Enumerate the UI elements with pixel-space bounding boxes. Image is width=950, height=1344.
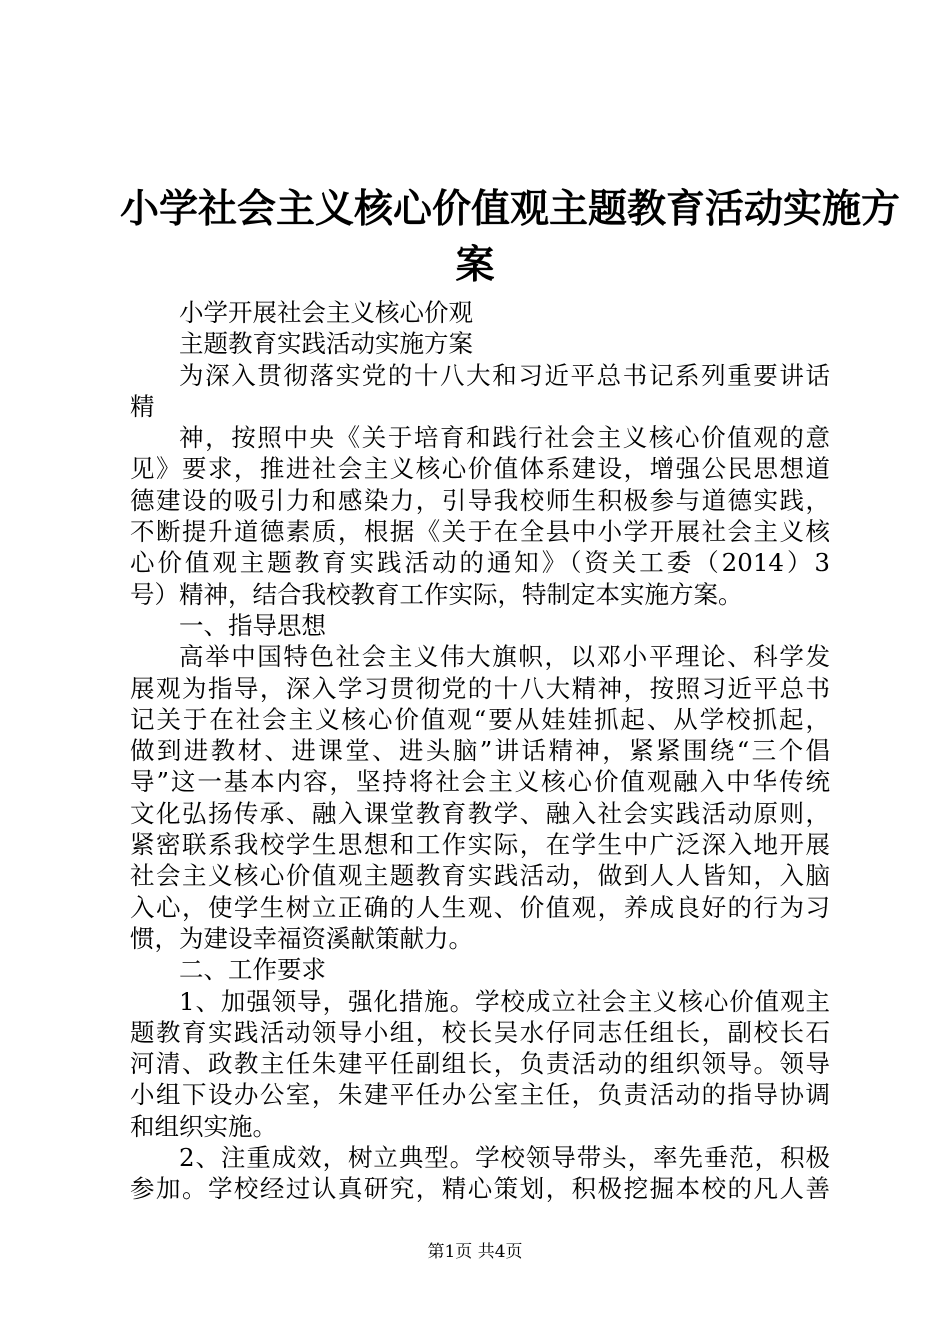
body-text-line: 入心，使学生树立正确的人生观、价值观，养成良好的行为习: [130, 892, 830, 922]
body-text-line: 为深入贯彻落实党的十八大和习近平总书记系列重要讲话: [179, 360, 830, 390]
body-text-line: 河清、政教主任朱建平任副组长，负责活动的组织领导。领导: [130, 1049, 830, 1079]
body-text-line: 做到进教材、进课堂、进头脑”讲话精神，紧紧围绕“三个倡: [130, 736, 830, 766]
body-text-line: 神，按照中央《关于培育和践行社会主义核心价值观的意: [179, 423, 830, 453]
body-text-line: 小组下设办公室，朱建平任办公室主任，负责活动的指导协调: [130, 1080, 830, 1110]
body-text-line: 惯，为建设幸福资溪献策献力。: [130, 923, 473, 953]
body-text-line: 和组织实施。: [130, 1111, 277, 1141]
document-body: [130, 297, 830, 1205]
body-text-line: 导”这一基本内容，坚持将社会主义核心价值观融入中华传统: [130, 767, 830, 797]
body-text-line: 心价值观主题教育实践活动的通知》（资关工委（2014）3: [130, 548, 830, 578]
body-text-line: 题教育实践活动领导小组，校长吴水仔同志任组长，副校长石: [130, 1017, 830, 1047]
body-text-line: 紧密联系我校学生思想和工作实际，在学生中广泛深入地开展: [130, 830, 830, 860]
body-text-line: 1、加强领导，强化措施。学校成立社会主义核心价值观主: [179, 986, 830, 1016]
body-text-line: 不断提升道德素质，根据《关于在全县中小学开展社会主义核: [130, 517, 830, 547]
body-text-line: 记关于在社会主义核心价值观“要从娃娃抓起、从学校抓起，: [130, 704, 830, 734]
body-text-line: 高举中国特色社会主义伟大旗帜，以邓小平理论、科学发: [179, 642, 830, 672]
body-text-line: 参加。学校经过认真研究，精心策划，积极挖掘本校的凡人善: [130, 1174, 830, 1204]
body-text-line: 见》要求，推进社会主义核心价值体系建设，增强公民思想道: [130, 454, 830, 484]
body-text-line: 2、注重成效，树立典型。学校领导带头，率先垂范，积极: [179, 1143, 830, 1173]
document-title-line-1: 小学社会主义核心价值观主题教育活动实施方: [120, 187, 901, 232]
body-text-line: 展观为指导，深入学习贯彻党的十八大精神，按照习近平总书: [130, 673, 830, 703]
body-text-line: 文化弘扬传承、融入课堂教育教学、融入社会实践活动原则，: [130, 798, 830, 828]
body-text-line: 一、指导思想: [179, 610, 326, 640]
body-text-line: 二、工作要求: [179, 955, 326, 985]
document-title-line-2: 案: [455, 243, 495, 288]
page-number-footer: 第1页 共4页: [427, 1242, 523, 1262]
body-text-line: 小学开展社会主义核心价观: [179, 298, 473, 327]
body-text-line: 号）精神，结合我校教育工作实际，特制定本实施方案。: [130, 579, 743, 609]
body-text-line: 精: [130, 391, 155, 421]
body-text-line: 主题教育实践活动实施方案: [179, 329, 473, 359]
body-text-line: 社会主义核心价值观主题教育实践活动，做到人人皆知，入脑: [130, 861, 830, 891]
body-text-line: 德建设的吸引力和感染力，引导我校师生积极参与道德实践，: [130, 485, 830, 515]
